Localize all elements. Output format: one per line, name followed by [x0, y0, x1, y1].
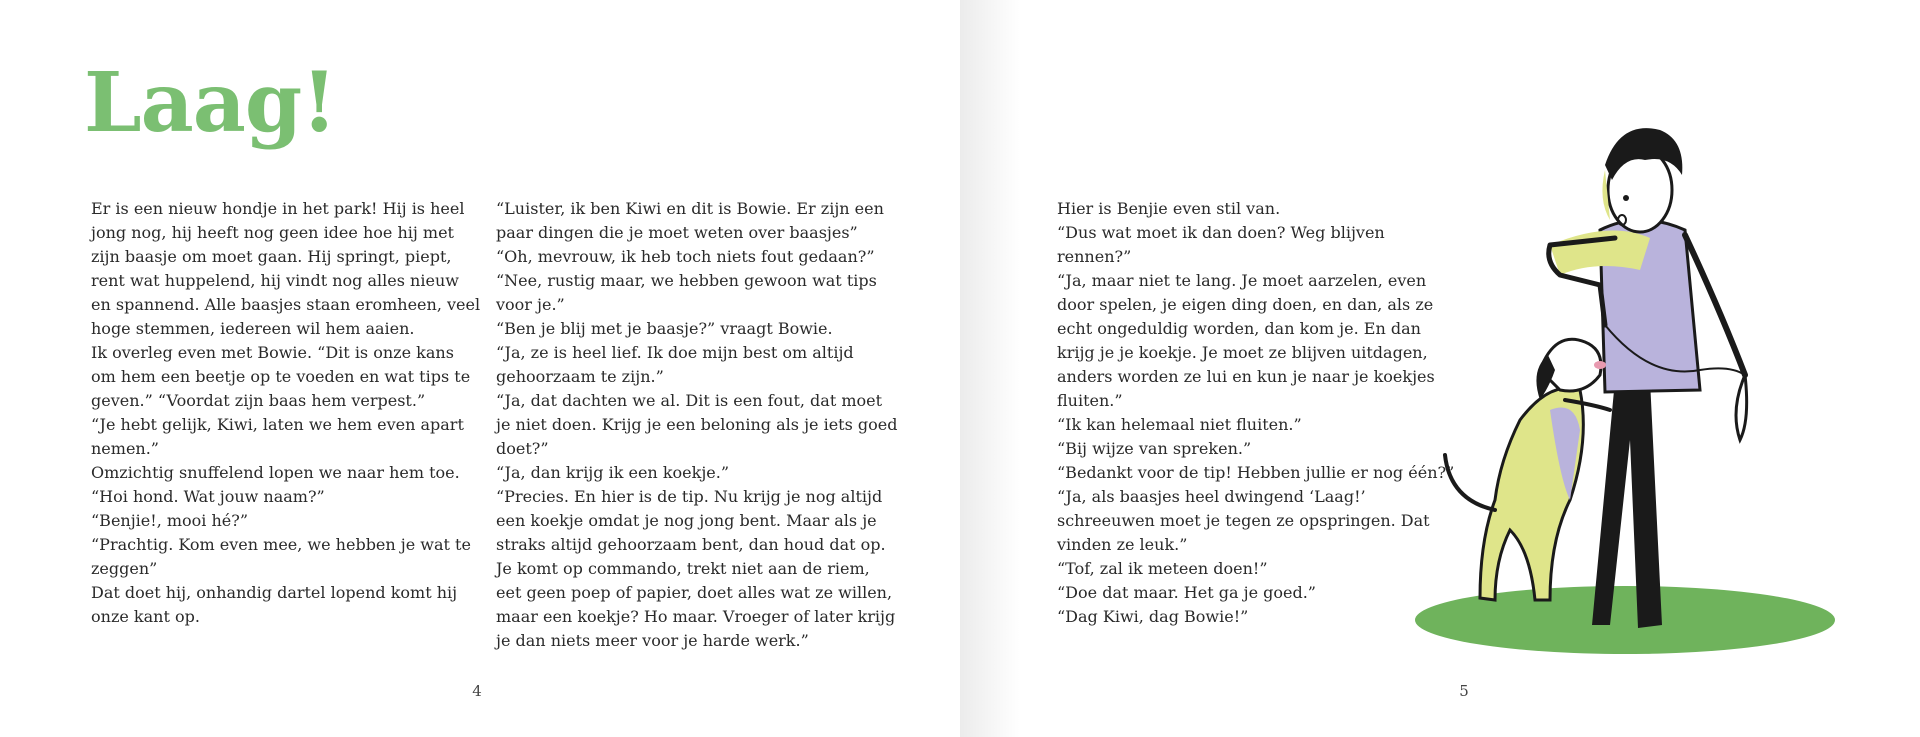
- text-line: anders worden ze lui en kun je naar je koekjes: [1057, 367, 1435, 386]
- grass-patch: [1415, 586, 1835, 654]
- text-line: zijn baasje om moet gaan. Hij springt, piept,: [91, 247, 452, 266]
- text-line: Hier is Benjie even stil van.: [1057, 199, 1281, 218]
- text-line: voor je.”: [496, 295, 565, 314]
- text-line: “Hoi hond. Wat jouw naam?”: [91, 487, 325, 506]
- text-line: “Ja, als baasjes heel dwingend ‘Laag!’: [1057, 487, 1366, 506]
- text-line: “Benjie!, mooi hé?”: [91, 511, 249, 530]
- text-line: schreeuwen moet je tegen ze opspringen. Dat: [1057, 511, 1430, 530]
- text-line: “Dus wat moet ik dan doen? Weg blijven: [1057, 223, 1385, 242]
- leash: [1736, 375, 1747, 440]
- dog-tail: [1445, 455, 1495, 510]
- man-and-dog-illustration: [1400, 80, 1840, 660]
- text-line: en spannend. Alle baasjes staan eromheen, veel: [91, 295, 481, 314]
- text-line: jong nog, hij heeft nog geen idee hoe hij met: [91, 223, 454, 242]
- text-line: “Ja, dat dachten we al. Dit is een fout, dat moet: [496, 391, 883, 410]
- text-line: maar een koekje? Ho maar. Vroeger of later krijg: [496, 607, 896, 626]
- text-column-3: [1057, 197, 1455, 629]
- text-line: Dat doet hij, onhandig dartel lopend komt hij: [91, 583, 458, 602]
- text-line: vinden ze leuk.”: [1057, 535, 1188, 554]
- text-line: paar dingen die je moet weten over baasjes”: [496, 223, 858, 242]
- text-line: onze kant op.: [91, 607, 200, 626]
- text-column-1: [91, 197, 481, 629]
- text-line: echt ongeduldig worden, dan kom je. En dan: [1057, 319, 1421, 338]
- text-line: nemen.”: [91, 439, 159, 458]
- page-number-left: 4: [472, 682, 482, 700]
- right-page: [960, 0, 1920, 737]
- text-line: krijg je je koekje. Je moet ze blijven uitdagen,: [1057, 343, 1428, 362]
- text-line: “Ben je blij met je baasje?” vraagt Bowie.: [496, 319, 833, 338]
- text-line: “Ik kan helemaal niet fluiten.”: [1057, 415, 1302, 434]
- text-line: zeggen”: [91, 559, 158, 578]
- man-eye: [1623, 195, 1629, 201]
- text-line: door spelen, je eigen ding doen, en dan, als ze: [1057, 295, 1434, 314]
- text-line: “Bij wijze van spreken.”: [1057, 439, 1252, 458]
- text-line: “Bedankt voor de tip! Hebben jullie er nog één?”: [1057, 463, 1455, 482]
- text-line: “Je hebt gelijk, Kiwi, laten we hem even apart: [91, 415, 464, 434]
- text-line: je dan niets meer voor je harde werk.”: [496, 631, 809, 650]
- text-line: eet geen poep of papier, doet alles wat ze willen,: [496, 583, 893, 602]
- text-column-2: [496, 197, 898, 653]
- text-line: straks altijd gehoorzaam bent, dan houd dat op.: [496, 535, 886, 554]
- text-line: hoge stemmen, iedereen wil hem aaien.: [91, 319, 415, 338]
- text-line: Er is een nieuw hondje in het park! Hij is heel: [91, 199, 465, 218]
- text-line: Ik overleg even met Bowie. “Dit is onze kans: [91, 343, 454, 362]
- text-line: gehoorzaam te zijn.”: [496, 367, 664, 386]
- page-number-right: 5: [1459, 682, 1469, 700]
- text-line: “Tof, zal ik meteen doen!”: [1057, 559, 1268, 578]
- text-line: “Ja, maar niet te lang. Je moet aarzelen, even: [1057, 271, 1427, 290]
- text-line: een koekje omdat je nog jong bent. Maar als je: [496, 511, 877, 530]
- text-line: Je komt op commando, trekt niet aan de riem,: [496, 559, 870, 578]
- text-line: Omzichtig snuffelend lopen we naar hem toe.: [91, 463, 460, 482]
- text-line: “Prachtig. Kom even mee, we hebben je wat te: [91, 535, 471, 554]
- text-line: “Precies. En hier is de tip. Nu krijg je nog altijd: [496, 487, 883, 506]
- text-line: rennen?”: [1057, 247, 1132, 266]
- text-line: “Luister, ik ben Kiwi en dit is Bowie. Er zijn een: [496, 199, 884, 218]
- text-line: geven.” “Voordat zijn baas hem verpest.”: [91, 391, 426, 410]
- chapter-title: Laag!: [84, 55, 337, 151]
- text-line: je niet doen. Krijg je een beloning als je iets goed: [496, 415, 898, 434]
- text-line: doet?”: [496, 439, 549, 458]
- dog-tongue: [1594, 361, 1606, 369]
- text-line: “Ja, dan krijg ik een koekje.”: [496, 463, 730, 482]
- text-line: “Ja, ze is heel lief. Ik doe mijn best om altijd: [496, 343, 854, 362]
- text-line: “Oh, mevrouw, ik heb toch niets fout gedaan?”: [496, 247, 875, 266]
- text-line: rent wat huppelend, hij vindt nog alles nieuw: [91, 271, 459, 290]
- text-line: “Doe dat maar. Het ga je goed.”: [1057, 583, 1316, 602]
- text-line: fluiten.”: [1057, 391, 1123, 410]
- text-line: “Dag Kiwi, dag Bowie!”: [1057, 607, 1249, 626]
- text-line: om hem een beetje op te voeden en wat tips te: [91, 367, 471, 386]
- text-line: “Nee, rustig maar, we hebben gewoon wat tips: [496, 271, 877, 290]
